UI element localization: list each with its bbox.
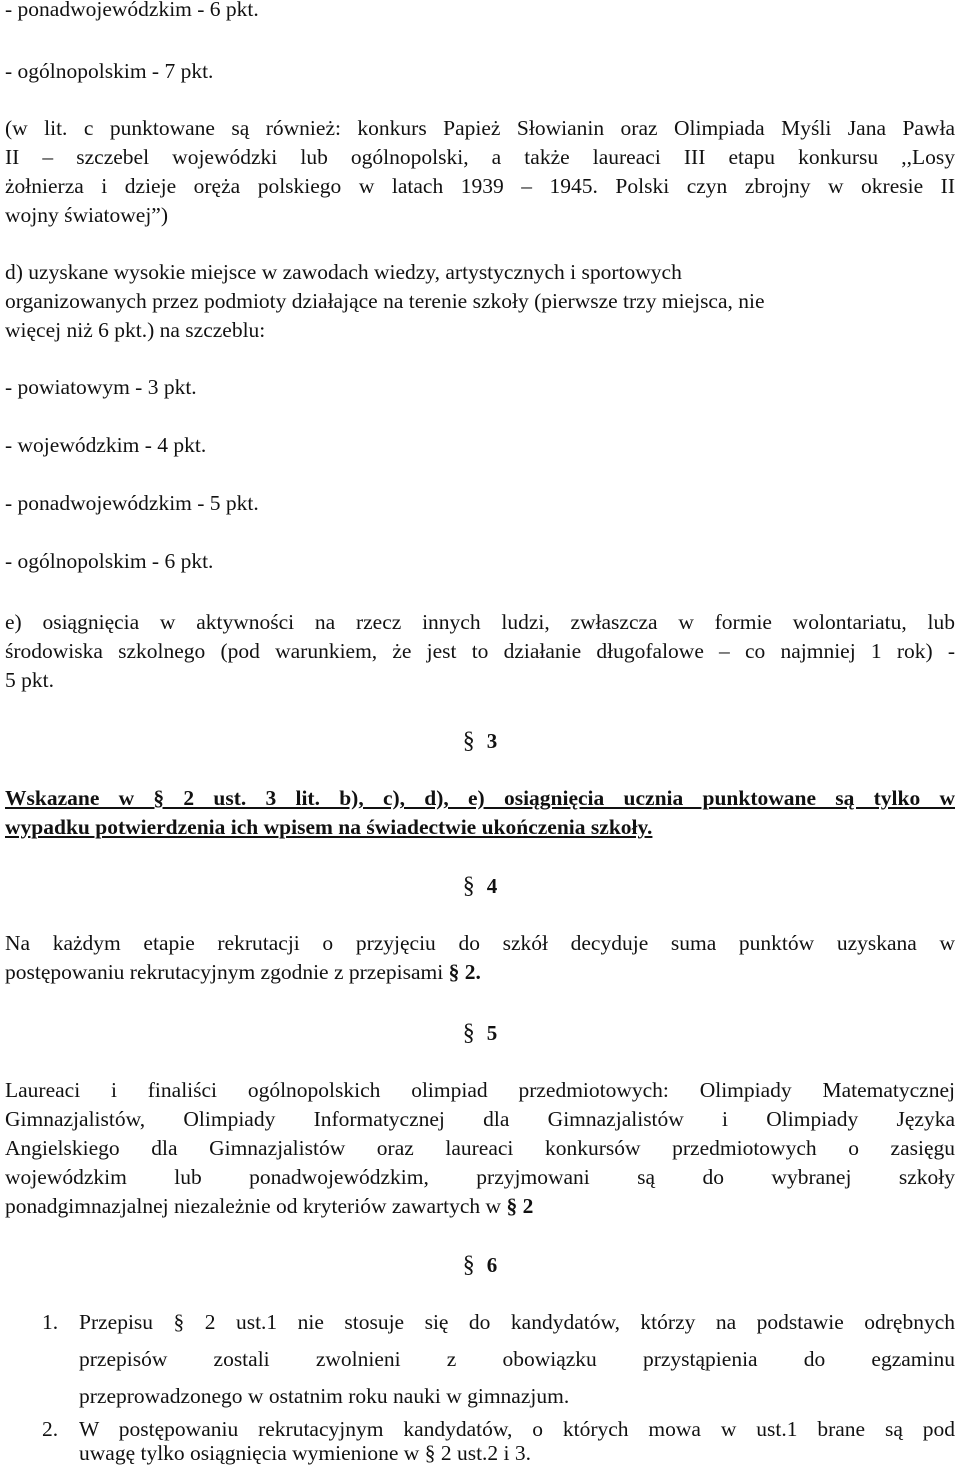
point-e-line: 5 pkt. [5,668,54,692]
section-5-line: Angielskiego dla Gimnazjalistów oraz laureaci konkursów przedmiotowych o zasięgu [5,1136,955,1160]
list-item-powiatowym: - powiatowym - 3 pkt. [5,375,197,399]
section-number: 5 [486,1021,498,1045]
section-3-line: wypadku potwierdzenia ich wpisem na świadectwie ukończenia szkoły. [5,815,653,839]
point-d-line: d) uzyskane wysokie miejsce w zawodach wiedzy, artystycznych i sportowych [5,260,682,284]
section-sign-icon: § [462,728,475,754]
list-item-ponadwojewodzkim: - ponadwojewódzkim - 6 pkt. [5,0,259,21]
section-heading-6 [0,1252,960,1278]
section-4-line: Na każdym etapie rekrutacji o przyjęciu do szkół decyduje suma punktów uzyskana w [5,931,955,955]
list-item-line: Przepisu § 2 ust.1 nie stosuje się do kandydatów, którzy na podstawie odrębnych [79,1310,955,1334]
section-heading-5 [0,1020,960,1046]
section-sign-icon: § [462,1252,475,1278]
list-number: 1. [42,1310,59,1334]
list-number: 2. [42,1417,59,1441]
section-3-line: Wskazane w § 2 ust. 3 lit. b), c), d), e) osiągnięcia ucznia punktowane są tylko w [5,786,955,810]
list-item-wojewodzkim: - wojewódzkim - 4 pkt. [5,433,207,457]
section-5-text: ponadgimnazjalnej niezależnie od kryteriów zawartych w [5,1194,507,1218]
list-item-ogolnopolskim: - ogólnopolskim - 7 pkt. [5,59,214,83]
section-5-line: wojewódzkim lub ponadwojewódzkim, przyjmowani są do wybranej szkoły [5,1165,955,1189]
point-d-line: więcej niż 6 pkt.) na szczeblu: [5,318,266,342]
section-4-line [5,959,481,985]
paragraph-line: wojny światowej”) [5,203,169,227]
point-e-line: e) osiągnięcia w aktywności na rzecz innych ludzi, zwłaszcza w formie wolontariatu, lub [5,610,955,634]
point-d-line: organizowanych przez podmioty działające na terenie szkoły (pierwsze trzy miejsca, nie [5,289,765,313]
section-5-line: Laureaci i finaliści ogólnopolskich olimpiad przedmiotowych: Olimpiady Matematycznej [5,1078,955,1102]
section-heading-4 [0,873,960,899]
point-e-line: środowiska szkolnego (pod warunkiem, że jest to działanie długofalowe – co najmniej 1 rok) - [5,639,955,663]
section-number: 4 [486,874,498,898]
list-item-ponadwojewodzkim: - ponadwojewódzkim - 5 pkt. [5,491,259,515]
list-item-ogolnopolskim: - ogólnopolskim - 6 pkt. [5,549,214,573]
paragraph-line: (w lit. c punktowane są również: konkurs Papież Słowianin oraz Olimpiada Myśli Jana Pawła [5,116,955,140]
section-5-line [5,1193,533,1219]
section-4-reference: § 2. [448,960,481,984]
section-sign-icon: § [462,873,475,899]
section-4-text: postępowaniu rekrutacyjnym zgodnie z przepisami [5,960,449,984]
list-item-line: W postępowaniu rekrutacyjnym kandydatów, o których mowa w ust.1 brane są pod [79,1417,955,1441]
section-sign-icon: § [462,1020,475,1046]
section-number: 6 [486,1253,498,1277]
list-item-line: przeprowadzonego w ostatnim roku nauki w gimnazjum. [79,1384,570,1408]
paragraph-line: II – szczebel wojewódzki lub ogólnopolski, a także laureaci III etapu konkursu ,,Losy [5,145,955,169]
section-number: 3 [486,729,498,753]
section-5-line: Gimnazjalistów, Olimpiady Informatycznej dla Gimnazjalistów i Olimpiady Języka [5,1107,955,1131]
section-heading-3 [0,728,960,754]
list-item-line: przepisów zostali zwolnieni z obowiązku przystąpienia do egzaminu [79,1347,955,1371]
paragraph-line: żołnierza i dzieje oręża polskiego w latach 1939 – 1945. Polski czyn zbrojny w okresie II [5,174,955,198]
list-item-line: uwagę tylko osiągnięcia wymienione w § 2 ust.2 i 3. [79,1441,532,1465]
section-5-reference: § 2 [506,1194,534,1218]
